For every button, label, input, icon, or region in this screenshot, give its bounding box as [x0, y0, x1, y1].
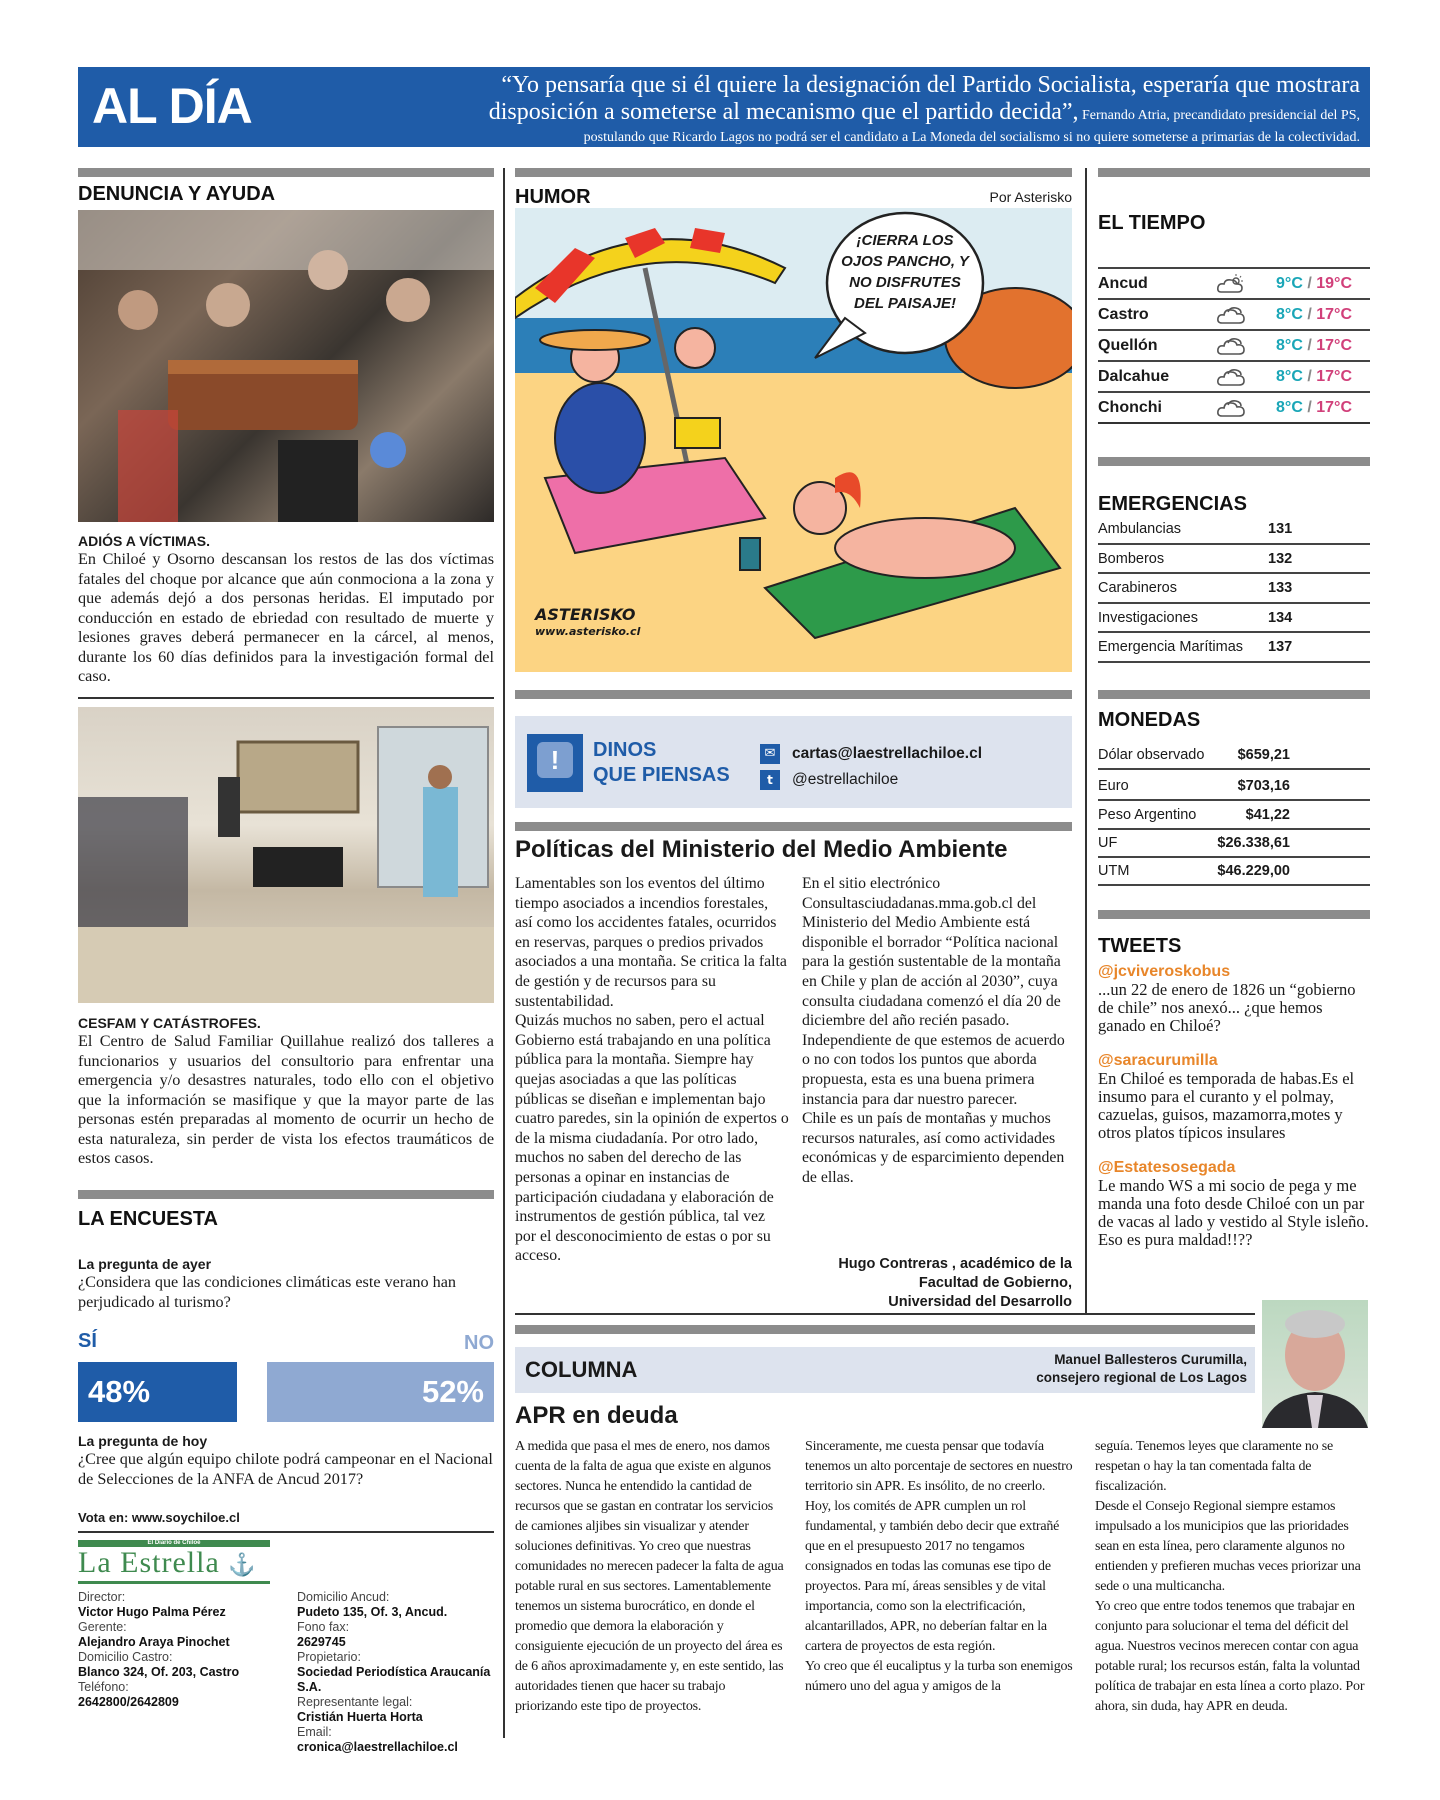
columna-text-2: Sinceramente, me cuesta pensar que todavía tenemos un alto porcentaje de sectores en nuestro territorio sin APR. Es insólito, de no creerlo. Hoy, los comités de APR cumplen un rol fundamental, y también debo decir que extrañé que en el presupuesto 2017 no tengamos consignados en todas las comunas ese tipo de proyectos. Para mí, áreas sensibles y de vital importancia, como son la electrificación, alcantarillados, APR, no deberían faltar en la cartera de proyectos de esta región. Yo creo que él eucaliptus y la turba son enemigos número uno del agua y amigos de la — [805, 1439, 1073, 1694]
emergency-number: 133 — [1268, 580, 1293, 596]
contact-email[interactable]: cartas@laestrellachiloe.cl — [792, 745, 983, 762]
tweet — [1098, 1158, 1370, 1249]
weather-city: Dalcahue — [1098, 368, 1170, 385]
weather-temps — [1276, 362, 1352, 391]
currency-row — [1098, 742, 1370, 770]
masthead-column-2 — [297, 1590, 497, 1755]
weather-temps — [1276, 300, 1352, 329]
temp-separator: / — [1307, 306, 1312, 323]
temp-min: 8°C — [1276, 337, 1303, 354]
weather-city: Quellón — [1098, 337, 1158, 354]
story-cesfam — [78, 1014, 494, 1169]
humor-byline: Por Asterisko — [989, 189, 1072, 205]
section-rule — [515, 822, 1072, 831]
weather-temps — [1276, 269, 1352, 298]
emergency-name: Ambulancias — [1098, 521, 1182, 537]
tweet-handle[interactable]: @jcviveroskobus — [1098, 963, 1231, 980]
masthead-label: Email: — [297, 1725, 332, 1739]
masthead-value: Victor Hugo Palma Pérez — [78, 1605, 226, 1619]
story-text: En Chiloé y Osorno descansan los restos de las dos víctimas fatales del choque por alcance que aún conmociona a la zona y que además dejó a dos personas heridas. El imputado por conducción en estado de ebriedad con resultado de muerte y lesiones graves deberá permanecer en la cárcel, al menos, durante los 60 días definidos para la investigación formal del caso. — [78, 550, 494, 685]
story-adios-victimas — [78, 532, 494, 687]
quote-attribution: Fernando Atria, precandidato presidencial del PS, — [1078, 108, 1360, 123]
section-header-banner — [78, 67, 1370, 147]
section-rule — [1098, 457, 1370, 466]
section-rule — [1098, 910, 1370, 919]
masthead-label: Domicilio Ancud: — [297, 1590, 390, 1604]
masthead-value: cronica@laestrellachiloe.cl — [297, 1740, 458, 1754]
newspaper-logo — [78, 1540, 270, 1584]
poll-yesterday — [78, 1255, 494, 1312]
currency-name: Dólar observado — [1098, 747, 1205, 763]
contact-prompt-line1: DINOS — [593, 739, 657, 761]
weather-row — [1098, 267, 1370, 298]
weather-city: Castro — [1098, 306, 1149, 323]
opinion-author-line1: Hugo Contreras , académico de la — [838, 1256, 1072, 1272]
masthead-label: Domicilio Castro: — [78, 1650, 173, 1664]
masthead-label: Director: — [78, 1590, 126, 1604]
poll-yes-label: SÍ — [78, 1330, 97, 1352]
header-quote — [330, 72, 1360, 147]
masthead-value: Cristián Huerta Horta — [297, 1710, 423, 1724]
emergencies-title: EMERGENCIAS — [1098, 493, 1247, 515]
currency-row — [1098, 858, 1370, 886]
emergency-row — [1098, 574, 1370, 604]
opinion-title: Políticas del Ministerio del Medio Ambiente — [515, 836, 1008, 863]
comic-strip — [515, 208, 1072, 672]
tweet-handle[interactable]: @saracurumilla — [1098, 1052, 1218, 1069]
emergency-number: 137 — [1268, 639, 1293, 655]
currencies-title: MONEDAS — [1098, 709, 1201, 731]
masthead-value: Pudeto 135, Of. 3, Ancud. — [297, 1605, 448, 1619]
emergency-row — [1098, 604, 1370, 634]
weather-row — [1098, 298, 1370, 329]
comic-illustration — [515, 208, 1072, 672]
tweet-handle[interactable]: @Estatesosegada — [1098, 1159, 1236, 1176]
tweet — [1098, 1051, 1370, 1142]
currency-value: $703,16 — [1237, 778, 1290, 794]
section-title-denuncia: DENUNCIA Y AYUDA — [78, 183, 276, 205]
columna-author-line1: Manuel Ballesteros Curumilla, — [1054, 1352, 1247, 1367]
masthead-value: Alejandro Araya Pinochet — [78, 1635, 230, 1649]
currency-name: UF — [1098, 835, 1118, 851]
column-divider — [1085, 168, 1087, 1313]
tweet-text: ...un 22 de enero de 1826 un “gobierno de chile” nos anexó... ¿que hemos ganado en Chiloé? — [1098, 980, 1356, 1035]
section-rule — [515, 1325, 1255, 1334]
opinion-column-2: En el sitio electrónico Consultasciudadanas.mma.gob.cl del Ministerio del Medio Ambiente está disponible el borrador “Política nacional para la gestión sustentable de la montaña en Chile y plan de acción al 2030”, cuya consulta ciudadana comenzó el día 20 de diciembre del año recién pasado. Independiente de que estemos de acuerdo o no con todos los puntos que aborda propuesta, esta es una buena primera instancia para dar nuestro parecer. Chile es un país de montañas y muchos recursos naturales, así como actividades económicas y de esparcimiento dependen de ellas. — [802, 875, 1065, 1186]
emergency-name: Investigaciones — [1098, 609, 1198, 626]
section-title: AL DÍA — [92, 78, 252, 134]
funeral-illustration — [78, 210, 494, 522]
masthead-label: Gerente: — [78, 1620, 127, 1634]
tweet — [1098, 962, 1370, 1035]
contact-prompt-line2: QUE PIENSAS — [593, 764, 730, 786]
story-kicker: ADIÓS A VÍCTIMAS. — [78, 533, 210, 549]
currency-row — [1098, 830, 1370, 858]
currency-row — [1098, 802, 1370, 830]
cloud-icon — [1216, 335, 1246, 357]
weather-temps — [1276, 393, 1352, 422]
temp-min: 8°C — [1276, 368, 1303, 385]
divider — [1098, 422, 1370, 424]
tweets-title: TWEETS — [1098, 935, 1182, 957]
speech-bubble-text: ¡CIERRA LOS OJOS PANCHO, Y NO DISFRUTES DEL PAISAJE! — [841, 232, 969, 312]
poll-yesterday-question: ¿Considera que las condiciones climáticas este verano han perjudicado al turismo? — [78, 1273, 457, 1311]
temp-min: 8°C — [1276, 399, 1303, 416]
emergency-number: 134 — [1268, 609, 1293, 626]
columna-title: APR en deuda — [515, 1402, 678, 1429]
anchor-icon: ⚓ — [228, 1552, 257, 1577]
opinion-column-1: Lamentables son los eventos del último tiempo asociados a incendios forestales, así como los accidentes fatales, ocurridos en reservas, parques o predios privados asociados a una montaña. Se critica la falta de gestión y de recursos para su sustentabilidad. Quizás muchos no saben, pero el actual Gobierno está trabajando en una política pública para la montaña. Siempre hay quejas asociadas a que las políticas públicas se diseñan e implementan bajo cuatro paredes, sin la opinión de expertos o de la misma ciudadanía. Por otro lado, muchos no saben del derecho de las personas a opinar en instancias de participación ciudadana y elaboración de instrumentos de gestión pública, tal vez por el desconocimiento de estas o por su acceso. — [515, 875, 789, 1265]
temp-min: 9°C — [1276, 275, 1303, 292]
weather-row — [1098, 391, 1370, 422]
logo-tagline: El Diario de Chiloé — [78, 1540, 270, 1547]
poll-today — [78, 1432, 494, 1489]
emergency-row — [1098, 545, 1370, 575]
columna-text-3: seguía. Tenemos leyes que claramente no se respetan o hay la tan comentada falta de fiscalización. Desde el Consejo Regional siempre estamos impulsado a los municipios que las prioridades sean en esta línea, pero claramente algunos no entienden y prefieren muchas veces priorizar una sede o una multicancha. Yo creo que entre todos tenemos que trabajar en conjunto para solucionar el tema del déficit del agua. Nuestros vecinos merecen contar con agua potable rural; los recursos están, falta la voluntad política de trabajar en esta línea a corto plazo. Por ahora, sin duda, hay APR en deuda. — [1095, 1439, 1365, 1714]
emergency-number: 132 — [1268, 550, 1293, 567]
cloud-icon — [1216, 304, 1246, 326]
poll-yes-pct: 48% — [88, 1374, 151, 1409]
logo-wordmark: La Estrella — [78, 1546, 220, 1579]
logo-underline — [78, 1581, 270, 1584]
contact-prompt — [593, 738, 730, 788]
temp-max: 17°C — [1316, 306, 1352, 323]
columna-text-1: A medida que pasa el mes de enero, nos damos cuenta de la falta de agua que existe en algunos sectores. Nunca he entendido la cantidad de recursos que se gastan en contratar los servicios de camiones aljibes sin visualizar y atender soluciones definitivas. Yo creo que nuestras comunidades no merecen padecer la falta de agua potable rural en sus sectores. Lamentablemente tenemos un sistema burocrático, en donde el promedio que demora la elaboración y consiguiente ejecución de un proyecto del área es de 6 años aproximadamente y, en este sentido, las autoridades tienen que hacer su trabajo priorizando este tipo de proyectos. — [515, 1439, 784, 1714]
masthead-label: Teléfono: — [78, 1680, 129, 1694]
temp-separator: / — [1307, 275, 1312, 292]
opinion-author — [802, 1255, 1072, 1312]
emergency-name: Bomberos — [1098, 550, 1165, 567]
temp-max: 17°C — [1316, 399, 1352, 416]
temp-max: 17°C — [1316, 337, 1352, 354]
cesfam-photo — [78, 707, 494, 1003]
poll-no-pct: 52% — [421, 1374, 484, 1409]
currency-name: Euro — [1098, 778, 1129, 794]
funeral-photo — [78, 210, 494, 522]
currency-value: $46.229,00 — [1217, 863, 1290, 879]
masthead-label: Propietario: — [297, 1650, 361, 1664]
quote-line-2 — [330, 99, 1360, 129]
poll-today-question: ¿Cree que algún equipo chilote podrá campeonar en el Nacional de Selecciones de la ANFA de Ancud 2017? — [78, 1450, 493, 1488]
poll-vote-link[interactable]: Vota en: www.soychiloe.cl — [78, 1510, 240, 1525]
masthead-label: Representante legal: — [297, 1695, 413, 1709]
emergency-row — [1098, 633, 1370, 663]
tweet-text: En Chiloé es temporada de habas.Es el insumo para el curanto y el polmay, cazuelas, guisos, mazamorra,motes y otros platos típicos insulares — [1098, 1069, 1355, 1142]
weather-title: EL TIEMPO — [1098, 212, 1206, 234]
currency-name: Peso Argentino — [1098, 807, 1197, 823]
weather-city: Chonchi — [1098, 399, 1162, 416]
masthead-value: 2629745 — [297, 1635, 346, 1649]
comic-site: www.asterisko.cl — [535, 625, 641, 638]
masthead-label: Fono fax: — [297, 1620, 350, 1634]
story-kicker: CESFAM Y CATÁSTROFES. — [78, 1015, 261, 1031]
masthead-value: Blanco 324, Of. 203, Castro — [78, 1665, 240, 1679]
poll-title: LA ENCUESTA — [78, 1208, 218, 1230]
temp-max: 17°C — [1316, 368, 1352, 385]
humor-title: HUMOR — [515, 186, 591, 208]
columnist-photo — [1262, 1300, 1368, 1428]
masthead-column-1 — [78, 1590, 278, 1710]
opinion-author-line3: Universidad del Desarrollo — [888, 1294, 1072, 1310]
opinion-author-line2: Facultad de Gobierno, — [918, 1275, 1072, 1291]
temp-max: 19°C — [1316, 275, 1352, 292]
cesfam-illustration — [78, 707, 494, 1003]
emergency-row — [1098, 515, 1370, 545]
columna-author-line2: consejero regional de Los Lagos — [1036, 1370, 1247, 1385]
quote-line-2-text: disposición a someterse al mecanismo que el partido decida”, — [488, 99, 1079, 125]
quote-context: postulando que Ricardo Lagos no podrá ser el candidato a La Moneda del socialismo si no quiere someterse a primarias de la colectividad. — [583, 130, 1360, 145]
poll-today-label: La pregunta de hoy — [78, 1433, 208, 1449]
tweets-list — [1098, 962, 1370, 1265]
story-text: El Centro de Salud Familiar Quillahue realizó dos talleres a funcionarios y usuarios del consultorio para enfrentar una emergencia y/o desastres naturales, todo ello con el objetivo que la información se masifique y que la mayor parte de las personas estén preparadas al momento de ocurrir un hecho de esta naturaleza, sin perder de vista los efectos traumáticos de estos casos. — [78, 1032, 494, 1167]
columna-author — [1036, 1351, 1247, 1387]
temp-separator: / — [1307, 337, 1312, 354]
masthead-value: 2642800/2642809 — [78, 1695, 179, 1709]
section-rule — [515, 690, 1072, 699]
section-rule — [515, 168, 1072, 177]
currency-name: UTM — [1098, 863, 1130, 879]
column-divider — [503, 168, 505, 1738]
temp-separator: / — [1307, 368, 1312, 385]
emergency-number: 131 — [1268, 521, 1293, 537]
section-rule — [1098, 168, 1370, 177]
envelope-icon: ✉ — [760, 744, 780, 764]
partly-cloudy-sun-icon — [1216, 273, 1246, 295]
currency-value: $41,22 — [1245, 807, 1290, 823]
emergency-name: Carabineros — [1098, 580, 1177, 596]
currency-row — [1098, 773, 1370, 801]
columna-header — [515, 1347, 1255, 1393]
poll-yesterday-label: La pregunta de ayer — [78, 1256, 212, 1272]
divider — [78, 697, 494, 699]
weather-city: Ancud — [1098, 275, 1148, 292]
emergency-name: Emergencia Marítimas — [1098, 639, 1244, 655]
weather-row — [1098, 329, 1370, 360]
weather-row — [1098, 360, 1370, 391]
weather-temps — [1276, 331, 1352, 360]
divider — [515, 1313, 1255, 1315]
section-rule — [1098, 690, 1370, 699]
temp-min: 8°C — [1276, 306, 1303, 323]
section-rule — [78, 168, 494, 177]
exclamation-bubble-icon: ! — [527, 734, 583, 792]
contact-box — [515, 716, 1072, 808]
cloud-icon — [1216, 366, 1246, 388]
contact-twitter[interactable]: @estrellachiloe — [792, 771, 899, 788]
divider — [78, 1531, 494, 1533]
quote-line-1: “Yo pensaría que si él quiere la designación del Partido Socialista, esperaría que mostrara — [501, 72, 1360, 98]
currency-value: $659,21 — [1237, 747, 1290, 763]
columnist-portrait — [1262, 1300, 1368, 1428]
comic-signature: ASTERISKO — [535, 605, 636, 624]
tweet-text: Le mando WS a mi socio de pega y me manda una foto desde Chiloé con un par de vacas al lado y vestido al Style isleño. Eso es pura maldad!!?? — [1098, 1176, 1369, 1249]
logo-text — [78, 1547, 270, 1581]
cloud-icon — [1216, 397, 1246, 419]
section-rule — [78, 1190, 494, 1199]
masthead-value: Sociedad Periodística Araucanía S.A. — [297, 1665, 491, 1694]
temp-separator: / — [1307, 399, 1312, 416]
poll-no-label: NO — [464, 1332, 494, 1354]
twitter-icon: t — [760, 770, 780, 790]
currency-value: $26.338,61 — [1217, 835, 1290, 851]
columna-label: COLUMNA — [525, 1357, 638, 1382]
poll-no-bar — [267, 1362, 494, 1422]
poll-yes-bar — [78, 1362, 237, 1422]
